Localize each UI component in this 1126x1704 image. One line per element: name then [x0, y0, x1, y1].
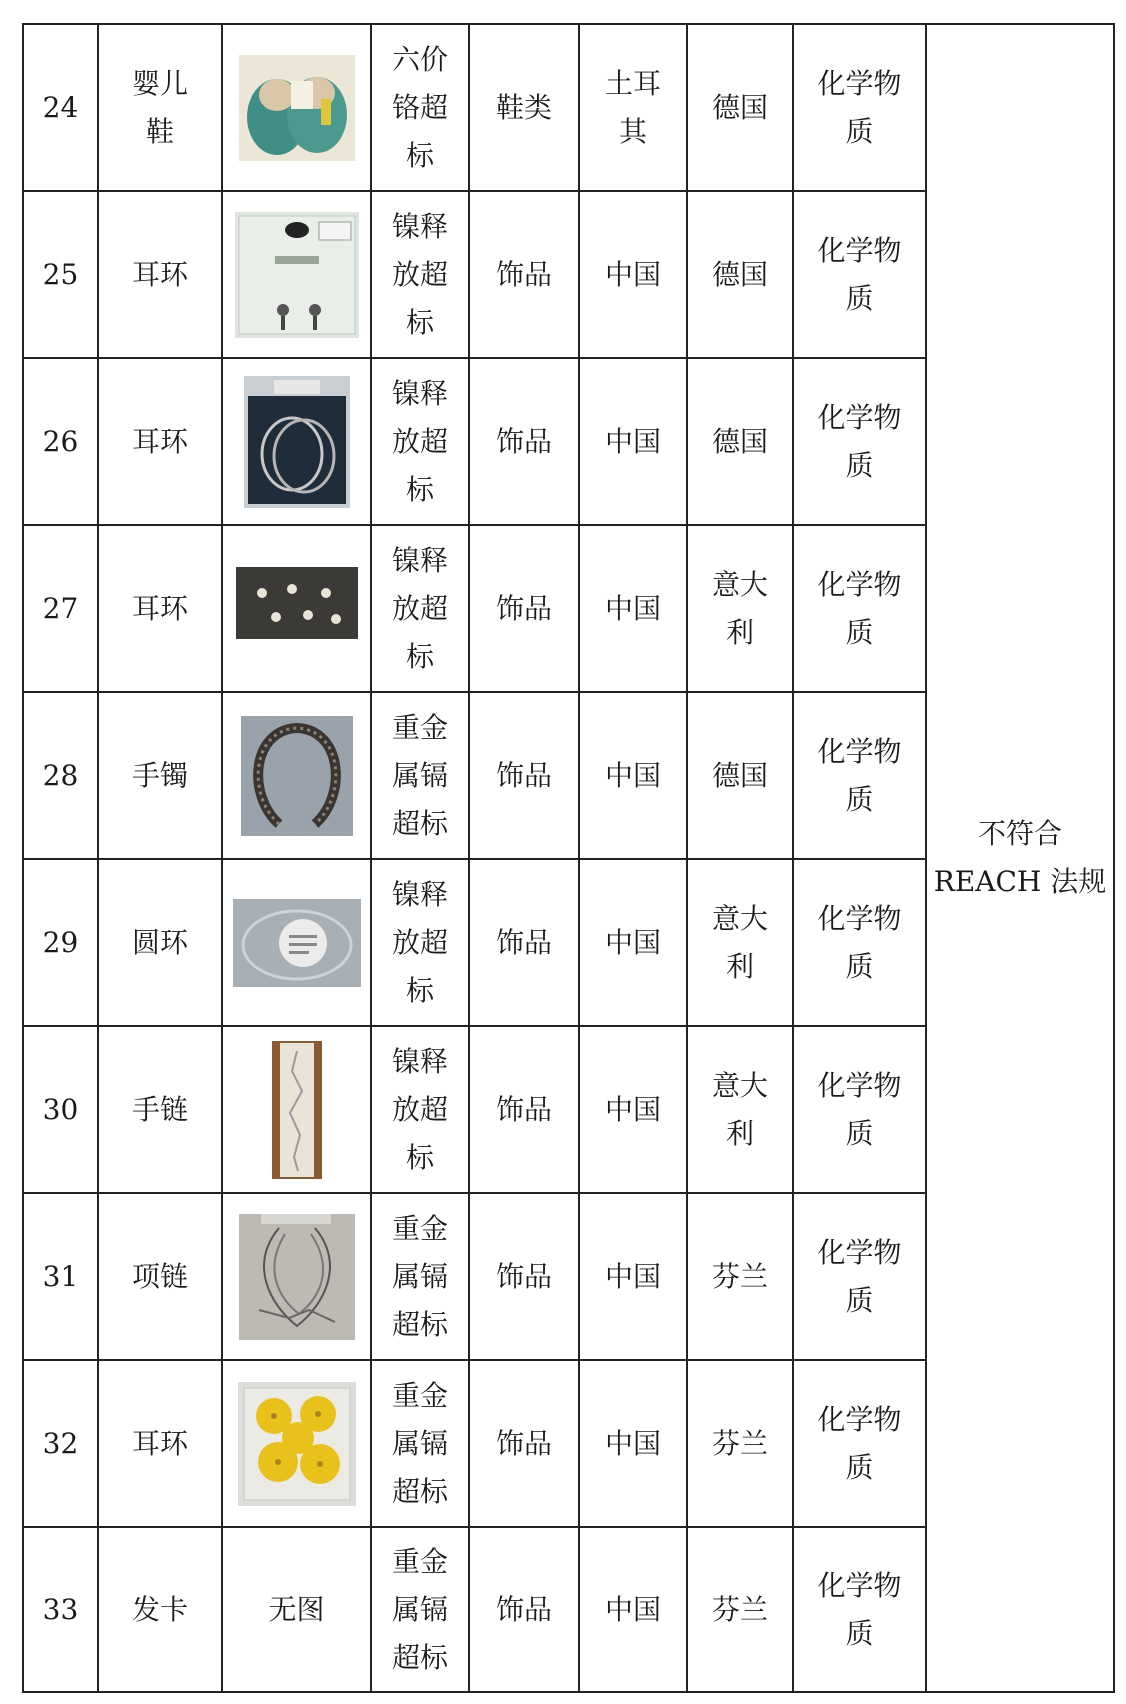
category: 饰品 [469, 525, 579, 692]
reporting-country: 芬兰 [687, 1193, 793, 1360]
no-image-text: 无图 [268, 1592, 325, 1626]
risk-type: 化学物质 [793, 1026, 926, 1193]
issue: 重金属镉超标 [371, 1360, 469, 1527]
product-image-cell [222, 191, 371, 358]
origin: 中国 [579, 525, 687, 692]
conclusion-line-2: REACH 法规 [933, 865, 1107, 898]
necklace-photo [239, 1214, 355, 1340]
product-image-cell [222, 692, 371, 859]
conclusion-cell [926, 24, 1114, 1692]
row-number: 26 [23, 358, 98, 525]
issue: 镍释放超标 [371, 1026, 469, 1193]
conclusion-line-1: 不符合 [977, 817, 1062, 850]
product-name: 圆环 [98, 859, 222, 1026]
earring-card-photo [235, 212, 359, 338]
reporting-country: 德国 [687, 191, 793, 358]
bangle-photo [241, 716, 353, 836]
issue: 镍释放超标 [371, 525, 469, 692]
issue: 六价铬超标 [371, 24, 469, 191]
product-image-cell [222, 859, 371, 1026]
row-number: 24 [23, 24, 98, 191]
risk-type: 化学物质 [793, 358, 926, 525]
row-number: 33 [23, 1527, 98, 1692]
risk-type: 化学物质 [793, 1527, 926, 1692]
category: 饰品 [469, 191, 579, 358]
category: 饰品 [469, 1527, 579, 1692]
origin: 中国 [579, 191, 687, 358]
stud-earring-photo [236, 567, 358, 639]
category: 饰品 [469, 1193, 579, 1360]
origin: 中国 [579, 1527, 687, 1692]
product-name: 手链 [98, 1026, 222, 1193]
bracelet-photo [272, 1041, 322, 1179]
row-number: 32 [23, 1360, 98, 1527]
origin: 中国 [579, 1026, 687, 1193]
issue: 镍释放超标 [371, 859, 469, 1026]
risk-type: 化学物质 [793, 1193, 926, 1360]
product-image-cell [222, 1026, 371, 1193]
reporting-country: 芬兰 [687, 1360, 793, 1527]
risk-type: 化学物质 [793, 692, 926, 859]
reporting-country: 德国 [687, 692, 793, 859]
hoop-earring-photo [244, 376, 350, 508]
reporting-country: 德国 [687, 358, 793, 525]
issue: 镍释放超标 [371, 358, 469, 525]
product-name: 耳环 [98, 358, 222, 525]
origin: 中国 [579, 859, 687, 1026]
origin: 中国 [579, 692, 687, 859]
row-number: 30 [23, 1026, 98, 1193]
product-name: 耳环 [98, 191, 222, 358]
product-image-cell [222, 1527, 371, 1692]
product-recall-table [22, 23, 1115, 1693]
origin: 中国 [579, 1360, 687, 1527]
row-number: 29 [23, 859, 98, 1026]
risk-type: 化学物质 [793, 24, 926, 191]
category: 饰品 [469, 692, 579, 859]
product-image-cell [222, 24, 371, 191]
risk-type: 化学物质 [793, 1360, 926, 1527]
category: 饰品 [469, 1360, 579, 1527]
table-row [23, 24, 1114, 191]
origin: 中国 [579, 358, 687, 525]
reporting-country: 芬兰 [687, 1527, 793, 1692]
category: 饰品 [469, 859, 579, 1026]
product-image-cell [222, 525, 371, 692]
issue: 重金属镉超标 [371, 692, 469, 859]
flower-earring-photo [238, 1382, 356, 1506]
risk-type: 化学物质 [793, 191, 926, 358]
category: 饰品 [469, 358, 579, 525]
row-number: 31 [23, 1193, 98, 1360]
category: 饰品 [469, 1026, 579, 1193]
product-name: 手镯 [98, 692, 222, 859]
origin: 土耳其 [579, 24, 687, 191]
baby-shoes-photo [239, 55, 355, 161]
row-number: 28 [23, 692, 98, 859]
category: 鞋类 [469, 24, 579, 191]
risk-type: 化学物质 [793, 859, 926, 1026]
product-name: 发卡 [98, 1527, 222, 1692]
product-image-cell [222, 358, 371, 525]
row-number: 25 [23, 191, 98, 358]
reporting-country: 意大利 [687, 1026, 793, 1193]
product-name: 项链 [98, 1193, 222, 1360]
origin: 中国 [579, 1193, 687, 1360]
product-name: 婴儿鞋 [98, 24, 222, 191]
reporting-country: 意大利 [687, 525, 793, 692]
product-name: 耳环 [98, 525, 222, 692]
row-number: 27 [23, 525, 98, 692]
reporting-country: 意大利 [687, 859, 793, 1026]
reporting-country: 德国 [687, 24, 793, 191]
issue: 重金属镉超标 [371, 1527, 469, 1692]
product-name: 耳环 [98, 1360, 222, 1527]
product-image-cell [222, 1360, 371, 1527]
issue: 重金属镉超标 [371, 1193, 469, 1360]
issue: 镍释放超标 [371, 191, 469, 358]
product-image-cell [222, 1193, 371, 1360]
ring-photo [233, 899, 361, 987]
risk-type: 化学物质 [793, 525, 926, 692]
